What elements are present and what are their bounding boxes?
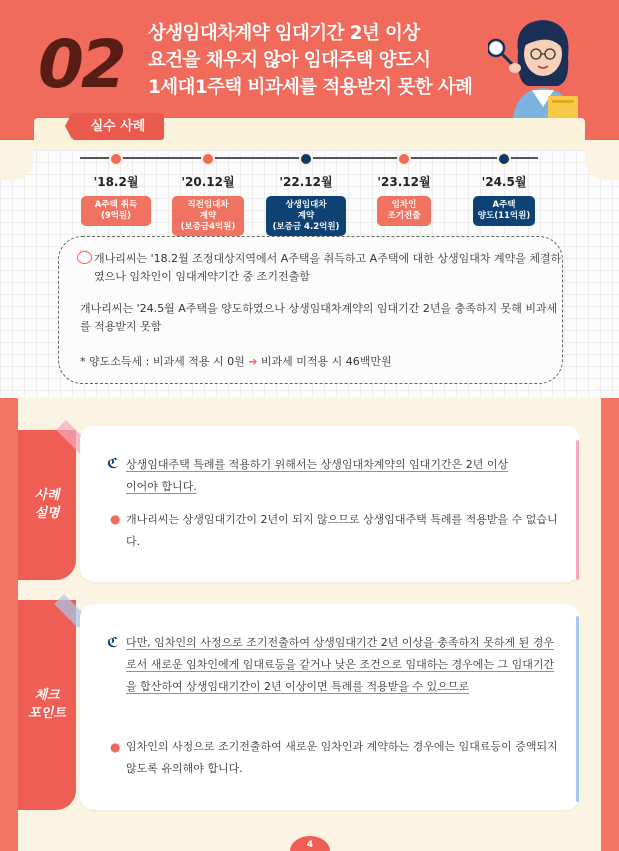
page-title [148, 20, 493, 101]
timeline-box-text: A주택 [492, 200, 516, 210]
check-point-item-2: 임차인의 사정으로 조기전출하여 새로운 임차인과 계약하는 경우에는 임대료등이 증액되지 않도록 유의해야 합니다. [126, 740, 558, 775]
tax-line-suffix: 비과세 미적용 시 46백만원 [260, 355, 392, 368]
title-line-1: 상생임대차계약 임대기간 2년 이상 [148, 23, 420, 44]
check-c-icon: ℭ [107, 456, 119, 472]
woman-magnifier-illustration [488, 12, 598, 130]
timeline-dot [109, 152, 123, 166]
card-edge-accent [576, 616, 579, 802]
case-note-tax-line [80, 353, 560, 369]
timeline-date: '22.12월 [279, 175, 333, 189]
timeline-dot [497, 152, 511, 166]
timeline-box-text: (9억원) [100, 211, 132, 221]
section-label-text: 체크 [34, 688, 60, 703]
timeline-box [473, 196, 535, 226]
timeline-box [172, 196, 244, 236]
timeline-box-text: 계약 [199, 210, 217, 221]
section-label-text: 설명 [34, 506, 60, 521]
case-note-paragraph-1: 개나리씨는 '18.2월 조정대상지역에서 A주택을 취득하고 A주택에 대한 상생임대차 계약을 체결하였으나 임차인이 임대계약기간 중 조기전출함 [94, 252, 562, 283]
timeline-box-text: (보증금 4.2억원) [272, 221, 340, 232]
title-line-2: 요건을 채우지 않아 임대주택 양도시 [148, 50, 431, 71]
timeline-box-text: 조기전출 [387, 211, 421, 221]
case-explanation-text: 상생임대주택 특례를 적용하기 위해서는 상생임대차계약의 임대기간은 2년 이상 [126, 458, 509, 471]
bullet-dot-icon: ● [110, 740, 121, 754]
case-explanation-text: 이어야 합니다. [126, 480, 197, 493]
timeline-box-text: (보증금4억원) [180, 221, 236, 232]
timeline-item [76, 150, 156, 226]
panel-corner-right [585, 140, 619, 180]
timeline-date: '18.2월 [93, 175, 139, 189]
timeline-box [81, 196, 151, 226]
timeline-item [168, 150, 248, 236]
timeline-dot [299, 152, 313, 166]
tax-line-prefix: * 양도소득세 : 비과세 적용 시 0원 [80, 355, 245, 368]
case-explanation-card [80, 426, 580, 582]
bullet-dot-icon: ● [110, 512, 121, 526]
card-edge-accent [576, 440, 579, 580]
section-number: 02 [38, 26, 124, 103]
timeline-box-text: 계약 [297, 210, 315, 221]
timeline-box-text: 직전임대차 [187, 199, 229, 210]
timeline-date: '24.5월 [481, 175, 527, 189]
section-label-case-explanation [18, 430, 76, 580]
case-tag: 실수 사례 [72, 113, 164, 140]
timeline-date: '23.12월 [377, 175, 431, 189]
case-note-paragraph-2: 개나리씨는 '24.5월 A주택을 양도하였으나 상생임대차계약의 임대기간 2년을 충족하지 못해 비과세를 적용받지 못함 [80, 302, 558, 333]
timeline-box-text: 상생임대차 [285, 199, 327, 210]
timeline-item [364, 150, 444, 226]
timeline-box-text: 임차인 [391, 200, 417, 210]
arrow-right-icon: ➜ [248, 355, 258, 368]
timeline-dot [397, 152, 411, 166]
page-number: 4 [290, 836, 330, 851]
case-explanation-item-2: 개나리씨는 상생임대기간이 2년이 되지 않으므로 상생임대주택 특례를 적용받을 수 없습니다. [126, 513, 558, 548]
timeline-box-text: A주택 취득 [94, 200, 138, 210]
timeline-dot [201, 152, 215, 166]
timeline-date: '20.12월 [181, 175, 235, 189]
check-point-item-1 [126, 632, 562, 698]
chat-bubble-icon [77, 251, 92, 264]
check-c-icon: ℭ [107, 635, 119, 651]
title-line-3: 1세대1주택 비과세를 적용받지 못한 사례 [148, 77, 473, 98]
timeline-box [266, 196, 346, 236]
section-label-check-point [18, 600, 76, 810]
case-explanation-item-1 [126, 454, 566, 498]
check-point-text: 다만, 임차인의 사정으로 조기전출하여 상생임대기간 2년 이상을 충족하지 못하게 된 경우로서 새로운 임차인에게 임대료등을 같거나 낮은 조건으로 임대하는 경우에는 그 임대기간을 합산하여 상생임대기간이 2년 이상이면 특례를 적용받을 수 있으므로 [126, 636, 555, 693]
timeline-item [266, 150, 346, 236]
section-label-text: 포인트 [28, 706, 66, 721]
timeline-box-text: 양도(11억원) [477, 211, 531, 221]
timeline-item [464, 150, 544, 226]
section-label-text: 사례 [34, 488, 60, 503]
timeline-box [377, 196, 431, 226]
